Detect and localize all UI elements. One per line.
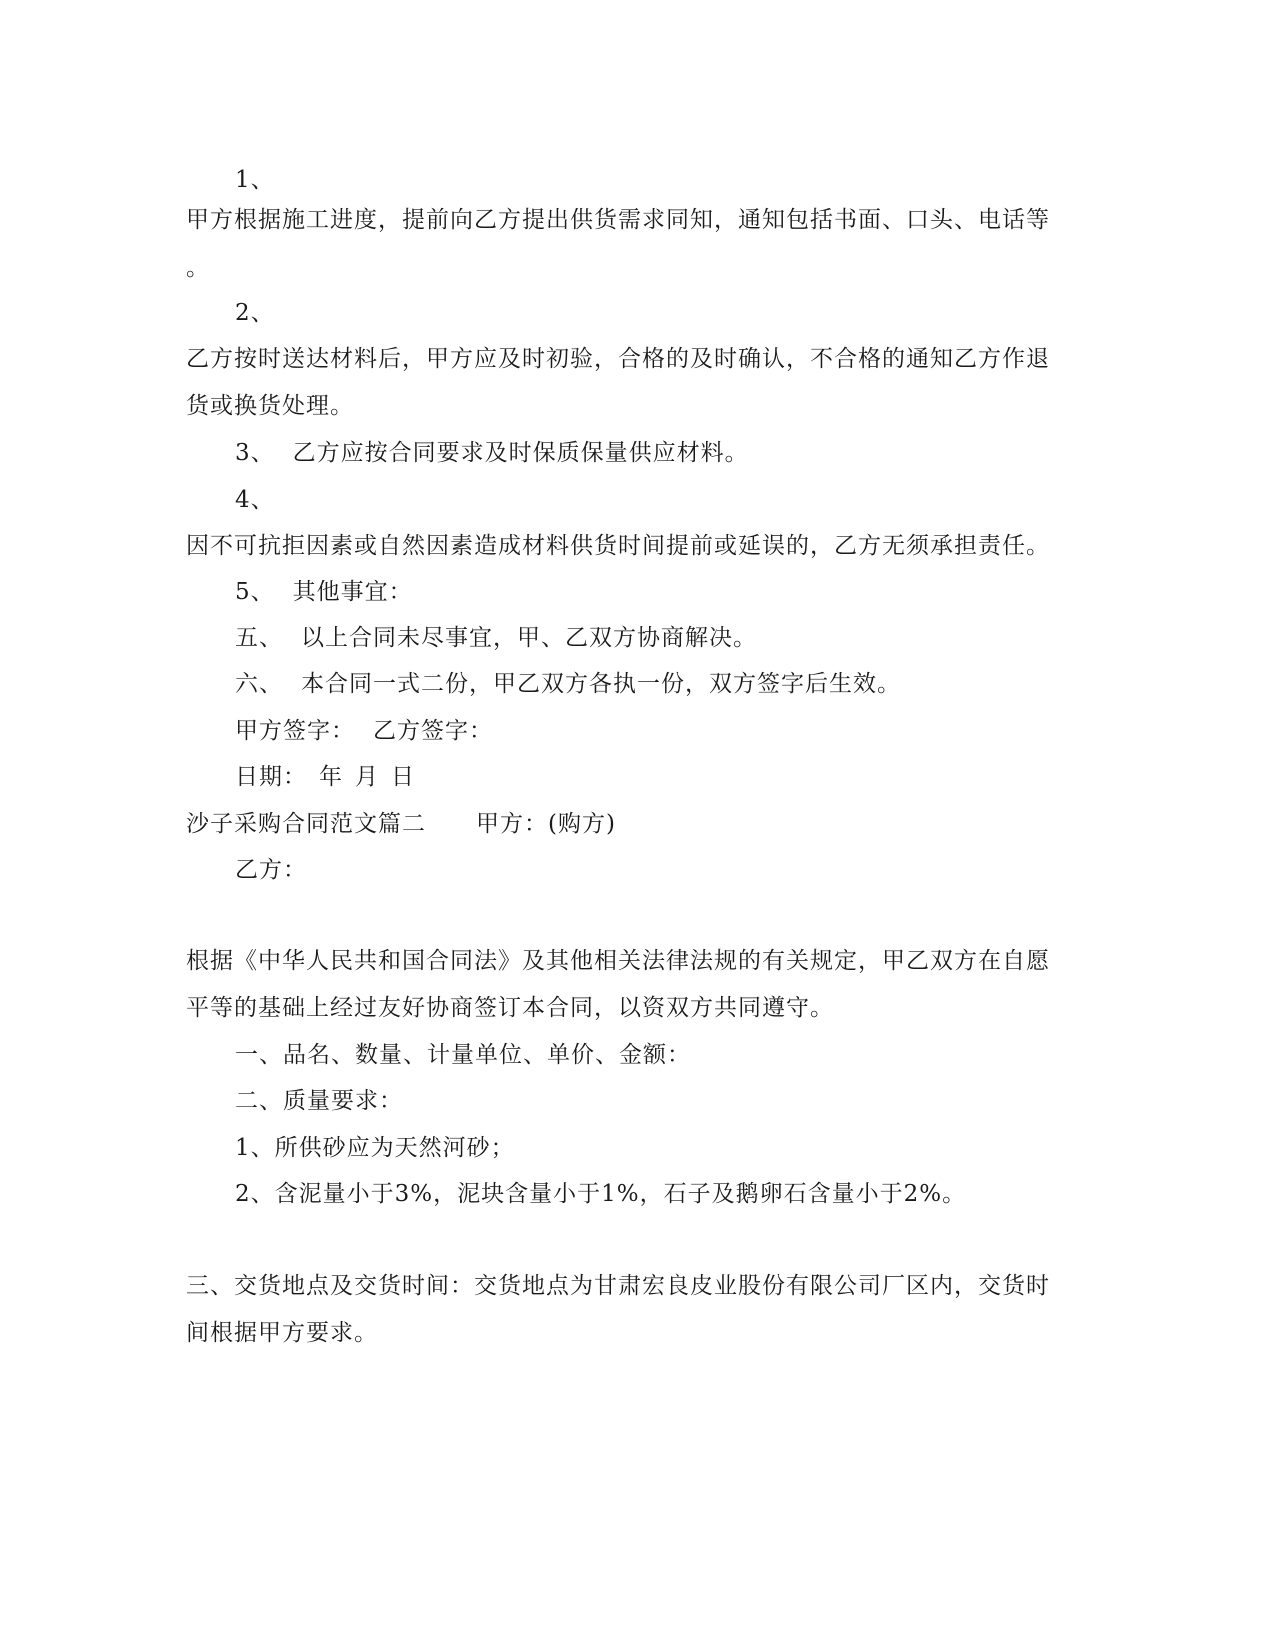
article-5 — [235, 623, 757, 653]
clause-4-text: 因不可抗拒因素或自然因素造成材料供货时间提前或延误的，乙方无须承担责任。 — [186, 533, 1050, 559]
clause-1-text: 甲方根据施工进度，提前向乙方提出供货需求同知，通知包括书面、口头、电话等 — [186, 207, 1050, 233]
section2-item2-1: 1、所供砂应为天然河砂； — [235, 1135, 515, 1161]
article-6 — [235, 669, 901, 699]
clause-2-number: 2、 — [235, 300, 275, 326]
section2-intro-line2: 平等的基础上经过友好协商签订本合同，以资双方共同遵守。 — [186, 995, 834, 1021]
clause-3-number: 3、 — [235, 440, 275, 466]
section2-title: 沙子采购合同范文篇二 — [186, 811, 426, 837]
section2-item2: 二、质量要求： — [235, 1088, 403, 1114]
party-a-signature-label: 甲方签字： — [235, 718, 355, 744]
clause-1-tail: 。 — [186, 255, 210, 281]
clause-5-number: 5、 — [235, 579, 275, 605]
clause-4-number: 4、 — [235, 487, 275, 513]
section2-party-a: 甲方：(购方) — [476, 811, 616, 837]
date-day: 日 — [391, 764, 415, 790]
section2-intro-line1: 根据《中华人民共和国合同法》及其他相关法律法规的有关规定，甲乙双方在自愿 — [186, 948, 1050, 974]
section2-heading — [186, 809, 616, 839]
clause-3 — [235, 438, 749, 468]
article-6-text: 本合同一式二份，甲乙双方各执一份，双方签字后生效。 — [301, 671, 901, 697]
section2-item3-line2: 间根据甲方要求。 — [186, 1320, 378, 1346]
section2-item3-line1: 三、交货地点及交货时间：交货地点为甘肃宏良皮业股份有限公司厂区内，交货时 — [186, 1273, 1050, 1299]
clause-3-text: 乙方应按合同要求及时保质保量供应材料。 — [292, 440, 749, 466]
date-month: 月 — [355, 764, 379, 790]
date-line — [235, 762, 415, 792]
date-year: 年 — [319, 764, 343, 790]
clause-1-number: 1、 — [235, 167, 275, 193]
article-5-text: 以上合同未尽事宜，甲、乙双方协商解决。 — [301, 625, 757, 651]
clause-2-text-line1: 乙方按时送达材料后，甲方应及时初验，合格的及时确认，不合格的通知乙方作退 — [186, 346, 1050, 372]
section2-item1: 一、品名、数量、计量单位、单价、金额： — [235, 1042, 691, 1068]
clause-5 — [235, 577, 413, 607]
article-6-number: 六、 — [235, 671, 283, 697]
date-label: 日期： — [235, 764, 307, 790]
party-b-signature-label: 乙方签字： — [373, 718, 493, 744]
section2-party-b: 乙方： — [235, 857, 307, 883]
article-5-number: 五、 — [235, 625, 283, 651]
signature-line — [235, 716, 493, 746]
section2-item2-2: 2、含泥量小于3%，泥块含量小于1%，石子及鹅卵石含量小于2%。 — [235, 1181, 967, 1207]
clause-5-text: 其他事宜： — [292, 579, 413, 605]
clause-2-text-line2: 货或换货处理。 — [186, 393, 354, 419]
